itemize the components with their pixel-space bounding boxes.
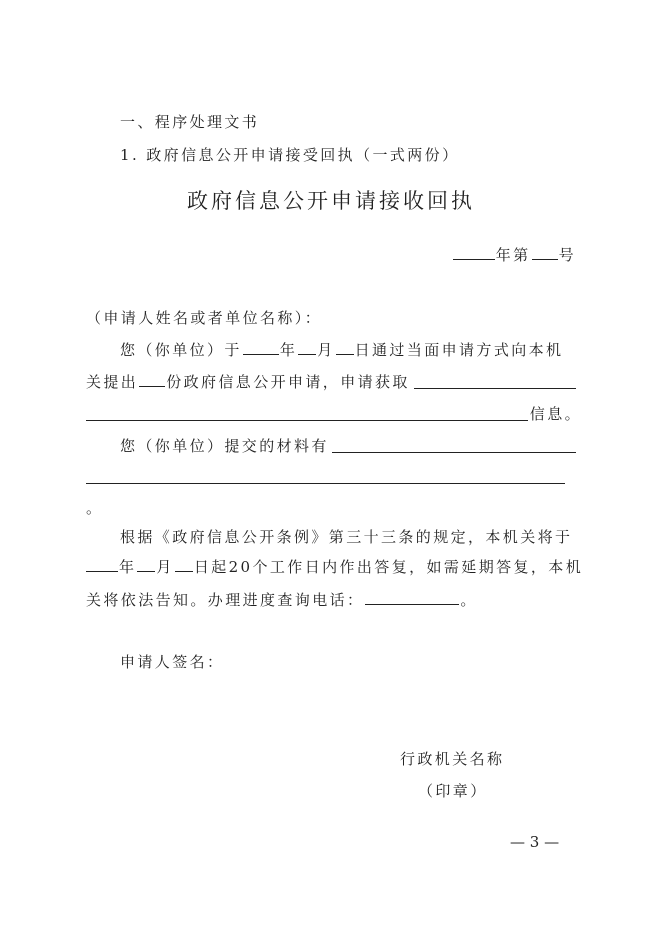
document-title: 政府信息公开申请接收回执 xyxy=(187,189,475,213)
text: 关提出 xyxy=(86,373,139,391)
day-blank xyxy=(175,557,193,572)
year-blank xyxy=(86,557,118,572)
text: 。 xyxy=(460,591,478,609)
text: 日起20个工作日内作出答复，如需延期答复，本机 xyxy=(193,558,584,576)
item-heading: 1. 政府信息公开申请接受回执（一式两份） xyxy=(120,146,460,164)
text: 月 xyxy=(156,558,174,576)
info-blank xyxy=(414,388,576,389)
seal: （印章） xyxy=(418,782,488,800)
day-blank xyxy=(336,340,354,355)
text: 关将依法告知。办理进度查询电话： xyxy=(86,591,365,609)
para1-line1 xyxy=(120,340,563,360)
para3-line1: 根据《政府信息公开条例》第三十三条的规定，本机关将于 xyxy=(120,528,573,546)
para3-line2 xyxy=(86,557,583,577)
text: 月 xyxy=(317,341,335,359)
year-label: 年第 xyxy=(495,246,531,264)
text: 年 xyxy=(279,341,298,359)
year-blank xyxy=(243,340,279,355)
phone-blank xyxy=(365,590,459,605)
materials-blank-2 xyxy=(86,483,565,484)
text: 日通过当面申请方式向本机 xyxy=(354,341,564,359)
info-blank-2 xyxy=(86,420,528,421)
year-blank xyxy=(453,245,495,260)
section-heading: 一、程序处理文书 xyxy=(120,113,260,131)
text: 年 xyxy=(119,558,137,576)
para1-line2 xyxy=(86,372,410,392)
para3-line3 xyxy=(86,590,478,610)
applicant-line: （申请人姓名或者单位名称）： xyxy=(86,309,323,327)
para2-line1: 您（你单位）提交的材料有 xyxy=(120,437,329,455)
materials-blank xyxy=(332,452,576,453)
count-blank xyxy=(139,372,165,387)
para2-end: 。 xyxy=(86,499,104,517)
signature-label: 申请人签名： xyxy=(120,653,225,671)
number-label: 号 xyxy=(558,246,576,264)
number-line xyxy=(452,245,576,265)
text: 您（你单位）于 xyxy=(120,341,242,359)
info-suffix: 信息。 xyxy=(529,405,582,423)
number-blank xyxy=(532,245,558,260)
month-blank xyxy=(137,557,155,572)
agency-name: 行政机关名称 xyxy=(400,750,505,768)
month-blank xyxy=(298,340,316,355)
page-number: — 3 — xyxy=(510,833,560,851)
text: 份政府信息公开申请，申请获取 xyxy=(166,373,410,391)
